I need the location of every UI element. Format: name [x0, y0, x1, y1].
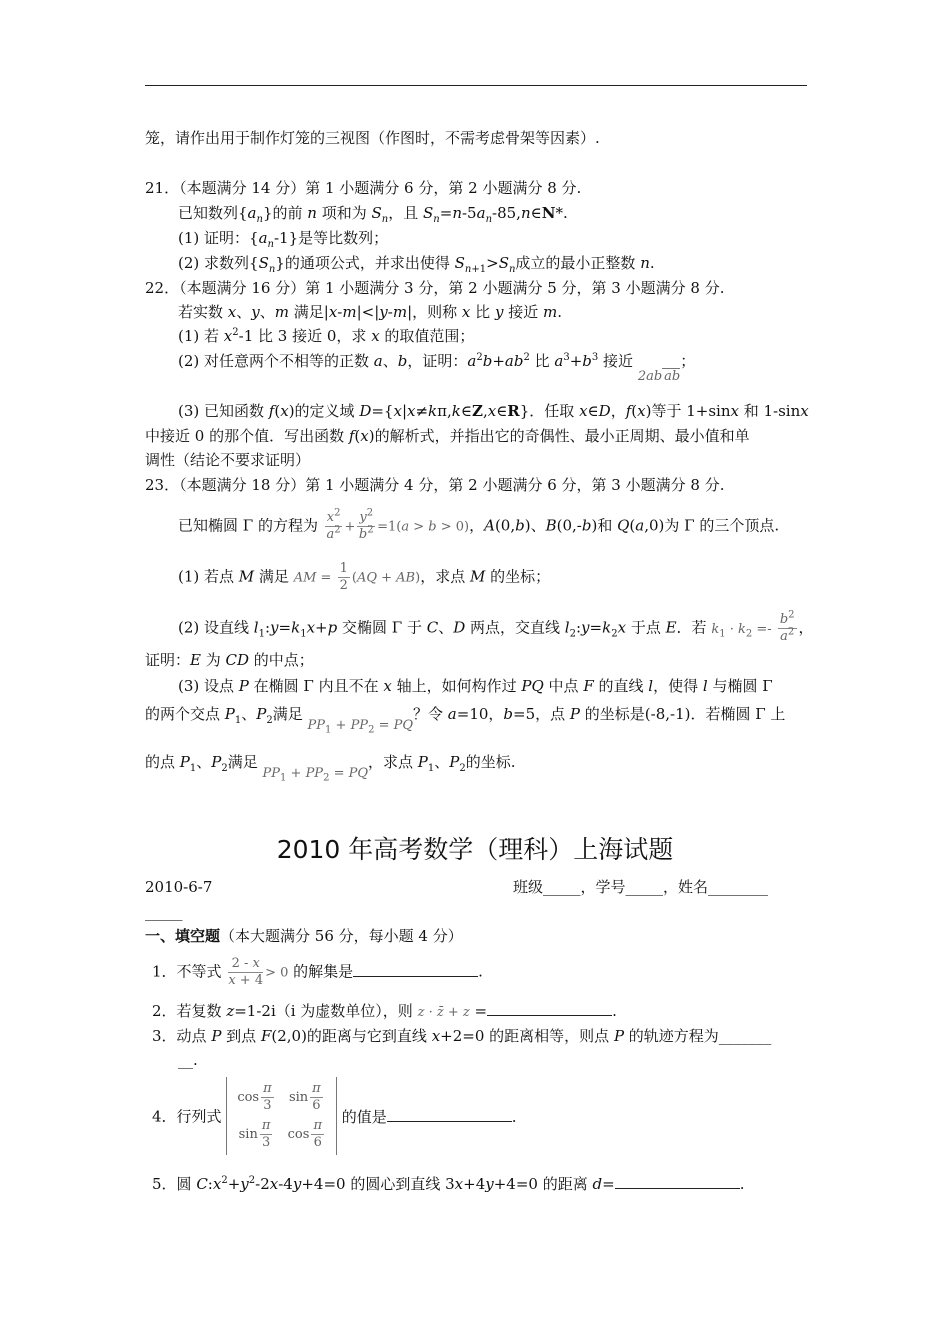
- q23-stem: 已知椭圆 Γ 的方程为 $\frac{x^2}{a^2}$ + $\frac{y^2}{b^2}$ =1(a > b > 0)，A(0,b)、B(0,-b)和 Q(a,0)为 Γ 的三个顶点.: [178, 507, 780, 542]
- q23-part3-c: 的点 $P_1$、$P_2$满足 $PP_1 + PP_2$ = PQ，求点 $P_1$、$P_2$的坐标.: [145, 753, 516, 784]
- item-5: 5．圆 $C:x^2+y^2-2x-4y+4=0$ 的圆心到直线 3x+4y+4=0 的距离 d= .: [152, 1175, 745, 1193]
- exam-date: 2010-6-7: [145, 878, 213, 896]
- q22-stem: 若实数 x、y、m 满足|x-m|<|y-m|，则称 x 比 y 接近 m.: [178, 303, 562, 321]
- q22-part2: (2) 对任意两个不相等的正数 a、b，证明：$a^2b+ab^2$ 比 $a^3+b^3$ 接近 2ab ab；: [178, 352, 696, 384]
- q23-part3-a: (3) 设点 P 在椭圆 Γ 内且不在 x 轴上，如何构作过 PQ 中点 F 的直线 l，使得 l 与椭圆 Γ: [178, 677, 773, 695]
- section-heading: [145, 926, 463, 946]
- item-1-blank[interactable]: [353, 962, 478, 977]
- section-heading-bold: 一、填空题: [145, 927, 221, 945]
- q23-part3-b: 的两个交点 $P_1$、$P_2$满足 $PP_1 + PP_2$ = PQ？令 a=10，b=5，点 P 的坐标是(-8,-1)．若椭圆 Γ 上: [145, 705, 786, 736]
- item-3: 3．动点 P 到点 F(2,0)的距离与它到直线 x+2=0 的距离相等，则点 P 的轨迹方程为_______: [152, 1027, 772, 1045]
- determinant: cos $\frac{\pi}{3}$ sin $\frac{\pi}{6}$ sin $\frac{\pi}{3}$ cos $\frac{\pi}{6}$: [226, 1077, 337, 1155]
- q23-part2-conclusion: 证明：E 为 CD 的中点；: [145, 651, 314, 669]
- header-rule: [145, 85, 807, 86]
- exam-title: 2010 年高考数学（理科）上海试题: [276, 835, 674, 864]
- student-info-fields[interactable]: 班级_____，学号_____，姓名________: [513, 878, 769, 896]
- item-5-blank[interactable]: [615, 1174, 740, 1189]
- q22-part3-b: 中接近 0 的那个值．写出函数 f(x)的解析式，并指出它的奇偶性、最小正周期、最小值和单: [145, 427, 750, 445]
- q21-stem: 已知数列$\{a_n\}$的前 n 项和为 $S_n$，且 $S_n=n-5a_n-85,n\in N*$.: [178, 204, 568, 225]
- item-3-wrap: __.: [178, 1051, 198, 1069]
- q23-part2: (2) 设直线 $l_1:y=k_1x+p$ 交椭圆 Γ 于 C、D 两点，交直线 $l_2:y=k_2x$ 于点 E．若 $k_1 \cdot k_2$ =- $\frac{b^2}{a^2}$ ，: [178, 609, 814, 644]
- q21-part2: (2) 求数列$\{S_n\}$的通项公式，并求出使得 $S_{n+1}>S_n$成立的最小正整数 n.: [178, 254, 655, 275]
- q22-heading: 22．（本题满分 16 分）第 1 小题满分 3 分，第 2 小题满分 5 分，第 3 小题满分 8 分.: [145, 279, 725, 297]
- q21-heading: 21．（本题满分 14 分）第 1 小题满分 6 分，第 2 小题满分 8 分.: [145, 179, 582, 197]
- student-info-wrap: _____: [145, 903, 183, 921]
- q22-part3-c: 调性（结论不要求证明）: [145, 451, 311, 469]
- item-1: 1．不等式 $\frac{2 - x}{x + 4}$ > 0 的解集是 .: [152, 956, 483, 988]
- q21-part1: (1) 证明：$\{a_n-1\}$是等比数列；: [178, 229, 389, 250]
- item-2: 2．若复数 z=1-2i（i 为虚数单位），则 z · z̄ + z = .: [152, 1002, 617, 1020]
- item-4: 4．行列式 cos $\frac{\pi}{3}$ sin $\frac{\pi}{6}$ sin $\frac{\pi}{3}$ cos $\frac{\pi}{6}$ 的值是 .: [152, 1077, 517, 1155]
- q22-part1: (1) 若 $x^2-1$ 比 3 接近 0，求 x 的取值范围；: [178, 327, 475, 345]
- q23-part1: (1) 若点 M 满足 AM = $\frac{1}{2}$ (AQ + AB)，求点 M 的坐标；: [178, 561, 551, 593]
- continuation-text: 笼，请作出用于制作灯笼的三视图（作图时，不需考虑骨架等因素）.: [145, 129, 600, 147]
- item-4-blank[interactable]: [387, 1107, 512, 1122]
- q23-heading: 23．（本题满分 18 分）第 1 小题满分 4 分，第 2 小题满分 6 分，第 3 小题满分 8 分.: [145, 476, 725, 494]
- item-2-blank[interactable]: [487, 1001, 612, 1016]
- q22-part3-a: (3) 已知函数 f(x)的定义域 D={x|x≠kπ,k∈Z,x∈R}．任取 x∈D，f(x)等于 1+sinx 和 1-sinx: [178, 402, 809, 420]
- section-heading-rest: （本大题满分 56 分，每小题 4 分）: [220, 927, 463, 945]
